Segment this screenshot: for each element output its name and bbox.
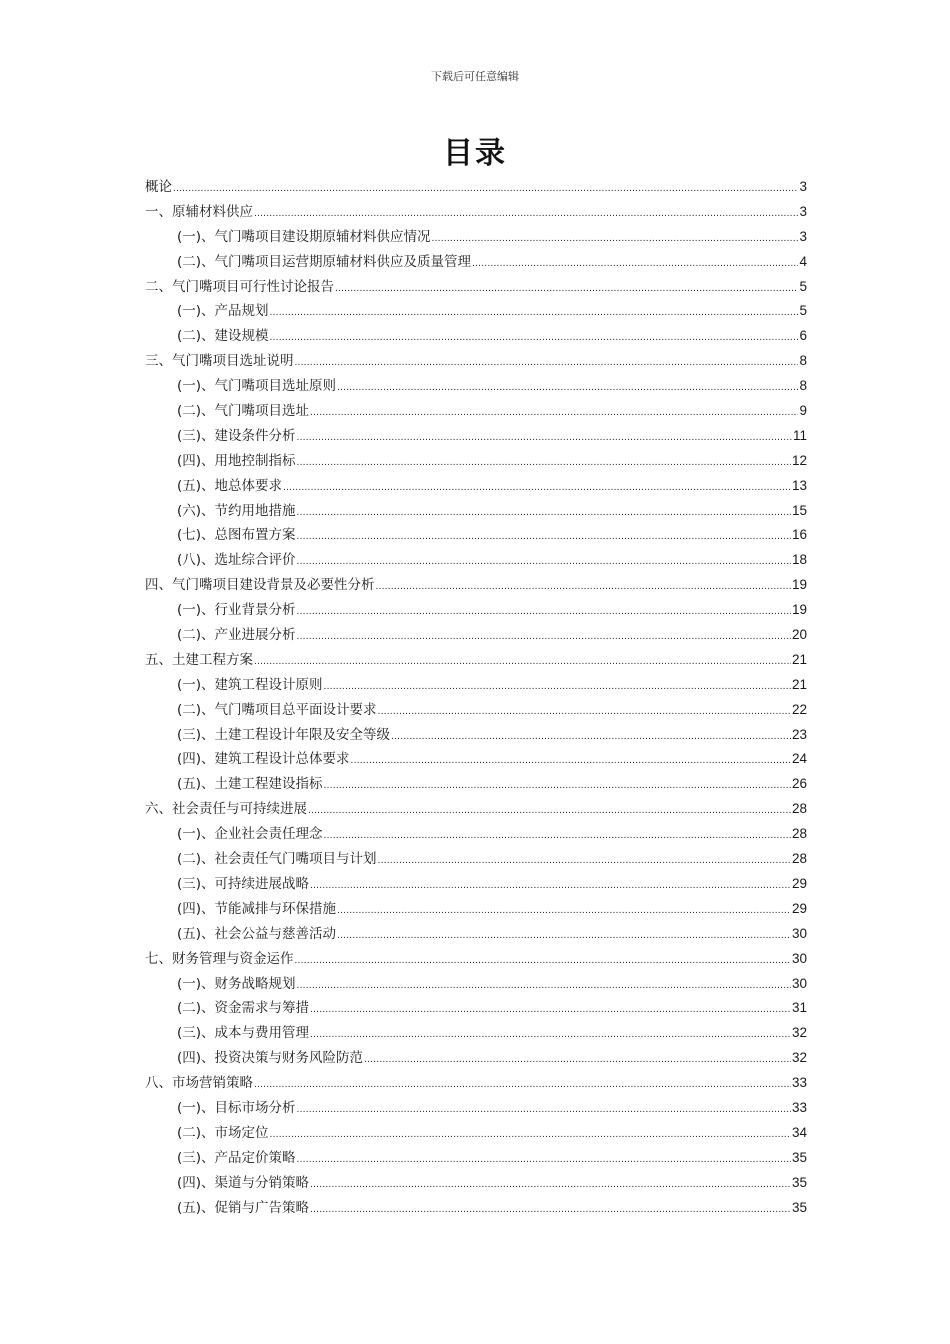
toc-entry[interactable] [145, 822, 807, 847]
toc-entry[interactable] [145, 349, 807, 374]
toc-entry[interactable] [145, 872, 807, 897]
toc-entry-page-number: 33 [791, 1075, 807, 1091]
toc-dot-leader [270, 1123, 791, 1148]
toc-entry-page-number: 5 [799, 303, 807, 319]
toc-entry-page-number: 28 [791, 851, 807, 867]
toc-entry[interactable] [145, 374, 807, 399]
toc-entry[interactable] [145, 972, 807, 997]
toc-entry[interactable] [145, 324, 807, 349]
toc-entry-page-number: 26 [791, 776, 807, 792]
toc-dot-leader [337, 899, 791, 924]
toc-entry[interactable] [145, 723, 807, 748]
toc-dot-leader [472, 252, 798, 277]
toc-dot-leader [378, 700, 791, 725]
toc-entry[interactable] [145, 225, 807, 250]
toc-entry-page-number: 3 [799, 203, 807, 219]
toc-entry-page-number: 16 [791, 527, 807, 543]
toc-entry-page-number: 29 [791, 875, 807, 891]
toc-entry-page-number: 13 [791, 477, 807, 493]
toc-entry-label: (五)、土建工程建设指标 [177, 776, 323, 793]
toc-entry-label: 八、市场营销策略 [145, 1075, 253, 1092]
toc-entry[interactable] [145, 797, 807, 822]
toc-entry-label: 二、气门嘴项目可行性讨论报告 [145, 278, 334, 295]
toc-entry-page-number: 32 [791, 1025, 807, 1041]
toc-entry-label: (五)、地总体要求 [177, 477, 283, 494]
toc-dot-leader [254, 202, 798, 227]
toc-dot-leader [376, 575, 791, 600]
toc-entry-page-number: 15 [791, 502, 807, 518]
toc-dot-leader [337, 924, 791, 949]
toc-dot-leader [254, 1073, 791, 1098]
toc-entry-page-number: 19 [791, 577, 807, 593]
toc-entry[interactable] [145, 922, 807, 947]
toc-dot-leader [391, 725, 791, 750]
toc-entry-page-number: 23 [791, 726, 807, 742]
toc-entry[interactable] [145, 698, 807, 723]
toc-entry[interactable] [145, 648, 807, 673]
toc-entry-page-number: 33 [791, 1099, 807, 1115]
toc-entry-page-number: 21 [791, 676, 807, 692]
toc-entry[interactable] [145, 673, 807, 698]
toc-entry[interactable] [145, 897, 807, 922]
toc-entry-page-number: 20 [791, 627, 807, 643]
toc-dot-leader [378, 849, 791, 874]
toc-entry-label: (六)、节约用地措施 [177, 502, 296, 519]
toc-dot-leader [324, 675, 791, 700]
toc-entry-page-number: 28 [791, 826, 807, 842]
toc-entry-label: 五、土建工程方案 [145, 651, 253, 668]
toc-entry[interactable] [145, 250, 807, 275]
toc-entry-page-number: 9 [799, 403, 807, 419]
toc-entry-label: (四)、用地控制指标 [177, 452, 296, 469]
toc-entry-label: (四)、建筑工程设计总体要求 [177, 751, 350, 768]
toc-dot-leader [308, 799, 791, 824]
toc-entry-label: 概论 [145, 179, 172, 195]
toc-entry-label: (二)、气门嘴项目运营期原辅材料供应及质量管理 [177, 253, 472, 270]
toc-entry[interactable] [145, 623, 807, 648]
toc-entry-label: (一)、产品规划 [177, 303, 269, 320]
toc-entry[interactable] [145, 1121, 807, 1146]
toc-entry-page-number: 30 [791, 950, 807, 966]
toc-entry[interactable] [145, 847, 807, 872]
toc-entry-label: 三、气门嘴项目选址说明 [145, 353, 294, 370]
toc-entry-label: 一、原辅材料供应 [145, 203, 253, 220]
page-title: 目录 [443, 136, 507, 171]
toc-dot-leader [173, 177, 798, 202]
toc-entry-page-number: 29 [791, 900, 807, 916]
toc-entry[interactable] [145, 424, 807, 449]
toc-entry-page-number: 3 [799, 179, 807, 194]
toc-entry-page-number: 34 [791, 1124, 807, 1140]
toc-dot-leader [270, 301, 799, 326]
toc-dot-leader [310, 1023, 791, 1048]
toc-entry[interactable] [145, 747, 807, 772]
header-note: 下载后可任意编辑 [431, 70, 519, 83]
toc-entry-page-number: 3 [799, 228, 807, 244]
toc-dot-leader [295, 949, 791, 974]
toc-entry[interactable] [145, 1146, 807, 1171]
toc-entry-label: (一)、气门嘴项目选址原则 [177, 378, 337, 395]
toc-entry[interactable] [145, 499, 807, 524]
toc-entry-label: (二)、社会责任气门嘴项目与计划 [177, 851, 377, 868]
toc-dot-leader [432, 227, 799, 252]
toc-dot-leader [310, 874, 791, 899]
toc-dot-leader [335, 277, 798, 302]
toc-entry[interactable] [145, 299, 807, 324]
toc-dot-leader [297, 625, 791, 650]
toc-dot-leader [310, 401, 798, 426]
toc-entry-label: (四)、投资决策与财务风险防范 [177, 1050, 364, 1067]
toc-entry[interactable] [145, 996, 807, 1021]
toc-entry-label: (二)、气门嘴项目总平面设计要求 [177, 701, 377, 718]
toc-dot-leader [310, 998, 791, 1023]
toc-dot-leader [310, 1173, 791, 1198]
toc-entry[interactable] [145, 1021, 807, 1046]
toc-entry-page-number: 35 [791, 1199, 807, 1215]
toc-dot-leader [297, 426, 792, 451]
toc-dot-leader [283, 476, 791, 501]
toc-entry-label: (一)、建筑工程设计原则 [177, 676, 323, 693]
toc-entry-label: (一)、财务战略规划 [177, 975, 296, 992]
toc-entry[interactable] [145, 1071, 807, 1096]
toc-entry-label: (三)、可持续进展战略 [177, 875, 310, 892]
toc-dot-leader [297, 1098, 791, 1123]
toc-entry[interactable] [145, 947, 807, 972]
toc-entry-label: 六、社会责任与可持续进展 [145, 801, 307, 818]
toc-dot-leader [297, 974, 791, 999]
toc-entry[interactable] [145, 1196, 807, 1221]
toc-entry-label: (三)、产品定价策略 [177, 1149, 296, 1166]
toc-dot-leader [297, 600, 791, 625]
toc-entry-label: (三)、建设条件分析 [177, 427, 296, 444]
toc-entry-page-number: 5 [799, 278, 807, 294]
toc-entry[interactable] [145, 573, 807, 598]
toc-entry-label: (四)、节能减排与环保措施 [177, 900, 337, 917]
toc-entry[interactable] [145, 200, 807, 225]
toc-entry-page-number: 28 [791, 801, 807, 817]
toc-entry-label: (七)、总图布置方案 [177, 527, 296, 544]
toc-entry[interactable] [145, 548, 807, 573]
toc-dot-leader [297, 1148, 791, 1173]
toc-dot-leader [297, 550, 791, 575]
toc-entry-page-number: 30 [791, 975, 807, 991]
toc-entry[interactable] [145, 399, 807, 424]
toc-dot-leader [254, 650, 791, 675]
toc-entry-page-number: 31 [791, 1000, 807, 1016]
toc-entry[interactable] [145, 1171, 807, 1196]
toc-entry-label: (三)、成本与费用管理 [177, 1025, 310, 1042]
toc-entry-page-number: 32 [791, 1050, 807, 1066]
toc-entry[interactable] [145, 474, 807, 499]
toc-entry-page-number: 6 [799, 328, 807, 344]
toc-entry-label: (五)、促销与广告策略 [177, 1199, 310, 1216]
toc-dot-leader [295, 351, 799, 376]
toc-entry-page-number: 21 [791, 651, 807, 667]
toc-entry-label: (一)、气门嘴项目建设期原辅材料供应情况 [177, 228, 431, 245]
toc-dot-leader [270, 326, 799, 351]
toc-entry[interactable] [145, 449, 807, 474]
toc-entry-label: (二)、建设规模 [177, 328, 269, 345]
toc-dot-leader [297, 451, 791, 476]
toc-entry-label: (二)、气门嘴项目选址 [177, 403, 310, 420]
toc-entry[interactable] [145, 275, 807, 300]
toc-entry[interactable] [145, 523, 807, 548]
toc-dot-leader [351, 749, 791, 774]
toc-entry[interactable] [145, 598, 807, 623]
toc-entry-label: (五)、社会公益与慈善活动 [177, 925, 337, 942]
toc-entry-label: (四)、渠道与分销策略 [177, 1174, 310, 1191]
toc-entry-label: 四、气门嘴项目建设背景及必要性分析 [145, 577, 375, 594]
toc-dot-leader [297, 525, 791, 550]
toc-entry-label: (三)、土建工程设计年限及安全等级 [177, 726, 391, 743]
toc-entry[interactable] [145, 1046, 807, 1071]
toc-entry-page-number: 12 [791, 452, 807, 468]
toc-entry-page-number: 22 [791, 701, 807, 717]
table-of-contents [145, 175, 807, 1220]
toc-entry-page-number: 8 [799, 353, 807, 369]
toc-entry-label: (二)、产业进展分析 [177, 627, 296, 644]
toc-entry[interactable] [145, 1096, 807, 1121]
toc-dot-leader [364, 1048, 791, 1073]
toc-entry-page-number: 24 [791, 751, 807, 767]
toc-entry-label: (八)、选址综合评价 [177, 552, 296, 569]
toc-dot-leader [297, 501, 791, 526]
toc-entry-label: (二)、市场定位 [177, 1124, 269, 1141]
toc-entry-page-number: 35 [791, 1174, 807, 1190]
toc-entry[interactable] [145, 772, 807, 797]
toc-entry-page-number: 30 [791, 925, 807, 941]
toc-entry-label: (一)、行业背景分析 [177, 602, 296, 619]
toc-entry-page-number: 19 [791, 602, 807, 618]
toc-entry-page-number: 11 [792, 427, 807, 443]
toc-dot-leader [310, 1198, 791, 1223]
toc-entry-label: 七、财务管理与资金运作 [145, 950, 294, 967]
toc-entry-page-number: 18 [791, 552, 807, 568]
toc-dot-leader [324, 824, 791, 849]
toc-entry-page-number: 35 [791, 1149, 807, 1165]
toc-entry-label: (一)、企业社会责任理念 [177, 826, 323, 843]
toc-dot-leader [324, 774, 791, 799]
toc-dot-leader [337, 376, 798, 401]
toc-entry[interactable] [145, 175, 807, 200]
toc-entry-page-number: 4 [799, 253, 807, 269]
toc-entry-page-number: 8 [799, 378, 807, 394]
toc-entry-label: (二)、资金需求与筹措 [177, 1000, 310, 1017]
toc-entry-label: (一)、目标市场分析 [177, 1099, 296, 1116]
